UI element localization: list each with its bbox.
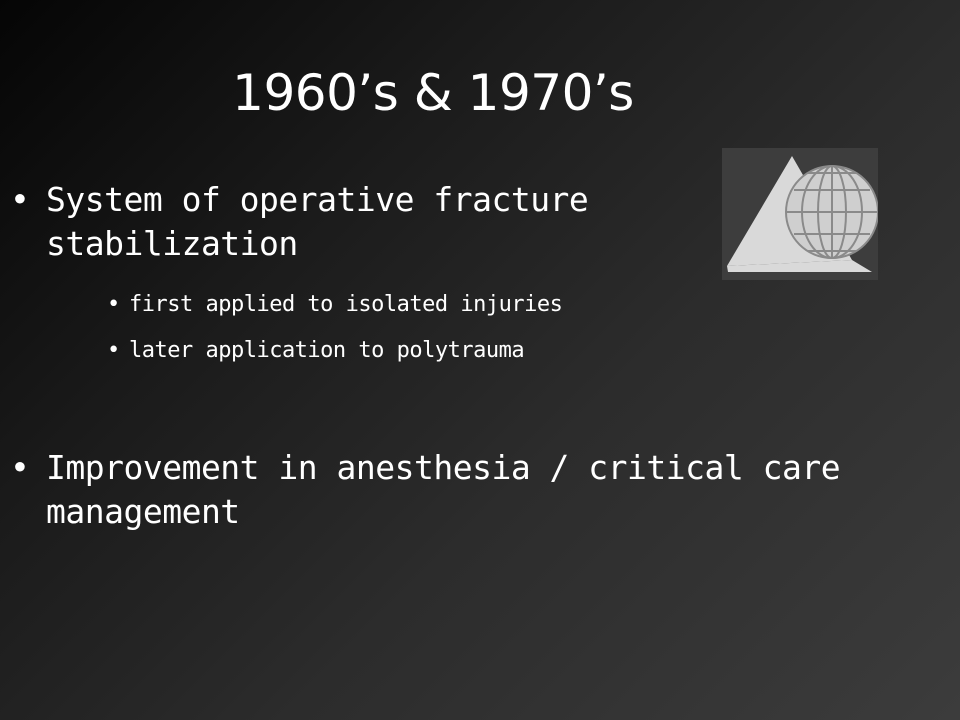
logo-globe	[786, 166, 878, 258]
bullet-marker: •	[10, 180, 30, 219]
sub-bullet-isolated-injuries	[107, 290, 563, 320]
triangle-globe-logo-icon	[722, 148, 878, 280]
sub-bullet-marker: •	[107, 338, 120, 363]
logo-graphic	[722, 148, 878, 280]
sub-bullet-text: first applied to isolated injuries	[129, 292, 563, 317]
sub-bullet-polytrauma	[107, 336, 525, 366]
bullet-anesthesia-critical-care	[10, 446, 866, 534]
bullet-text: System of operative fracture stabilization	[46, 180, 589, 263]
sub-bullet-text: later application to polytrauma	[129, 338, 525, 363]
sub-bullet-marker: •	[107, 292, 120, 317]
slide-title: 1960’s & 1970’s	[232, 64, 634, 122]
bullet-marker: •	[10, 448, 30, 487]
bullet-operative-fracture-stabilization	[10, 178, 696, 266]
bullet-text: Improvement in anesthesia / critical care management	[46, 448, 841, 531]
